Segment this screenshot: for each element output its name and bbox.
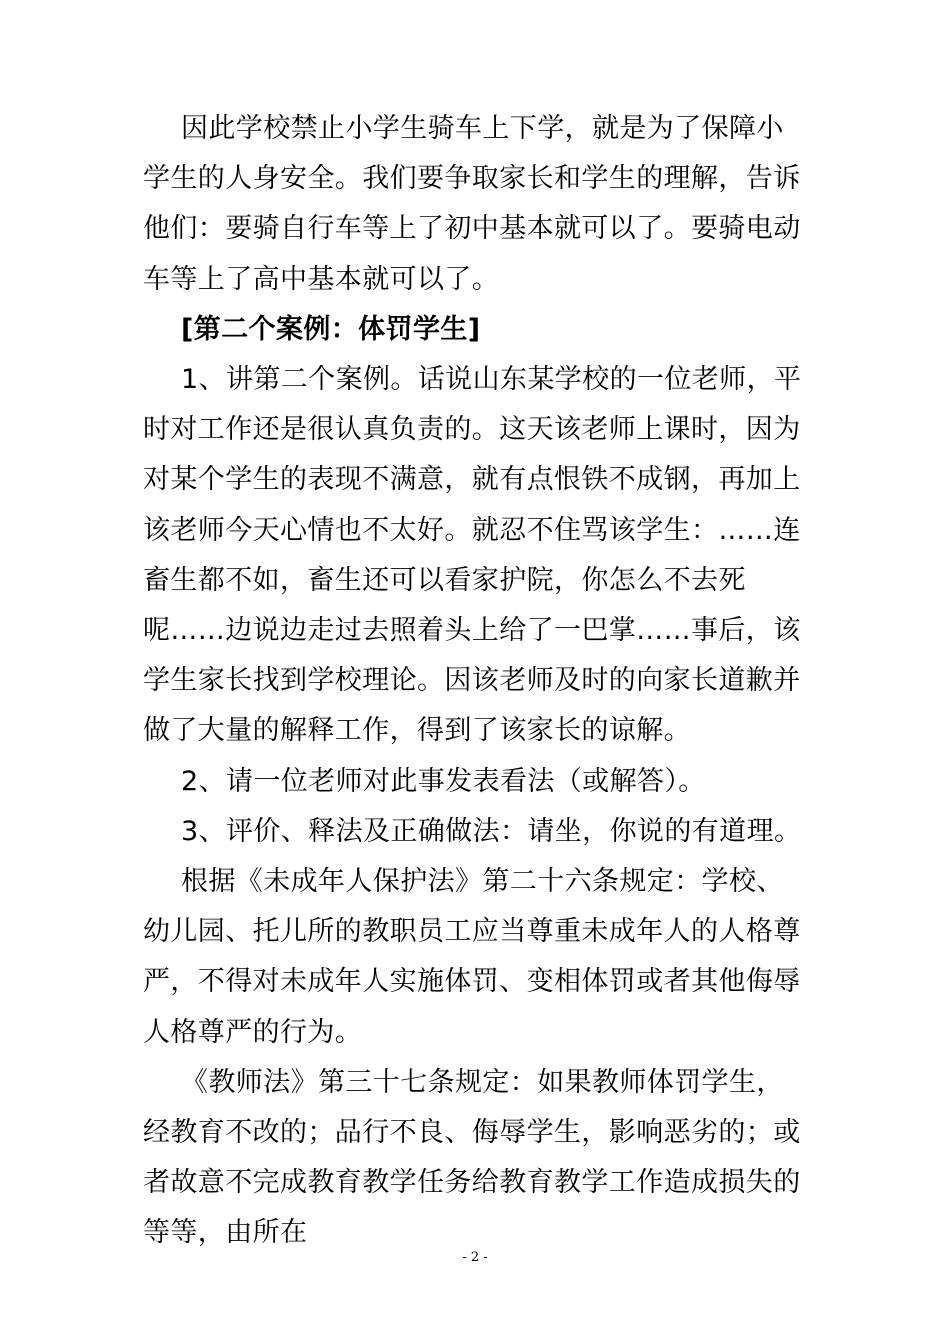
paragraph-teachers-law: 《教师法》第三十七条规定：如果教师体罚学生，经教育不改的；品行不良、侮辱学生，影响恶劣的；或者故意不完成教育教学任务给教育教学工作造成损失的等等，由所在 — [143, 1066, 801, 1249]
body-text — [143, 104, 811, 1259]
page-number: - 2 - — [462, 1250, 488, 1265]
paragraph-ask-opinion: 2、请一位老师对此事发表看法（或解答）。 — [181, 765, 706, 797]
paragraph-evaluation: 3、评价、释法及正确做法：请坐，你说的有道理。 — [181, 815, 802, 847]
paragraph-case-two-story: 1、讲第二个案例。话说山东某学校的一位老师，平时对工作还是很认真负责的。这天该老师上课时，因为对某个学生的表现不满意，就有点恨铁不成钢，再加上该老师今天心情也不太好。就忍不住骂该学生：……连畜生都不如，畜生还可以看家护院，你怎么不去死呢……边说边走过去照着头上给了一巴掌……事后，该学生家长找到学校理论。因该老师及时的向家长道歉并做了大量的解释工作，得到了该家长的谅解。 — [143, 364, 802, 747]
paragraph-minor-protection-law: 根据《未成年人保护法》第二十六条规定：学校、幼儿园、托儿所的教职员工应当尊重未成年人的人格尊严，不得对未成年人实施体罚、变相体罚或者其他侮辱人格尊严的行为。 — [143, 866, 801, 1048]
paragraph-safety-conclusion: 因此学校禁止小学生骑车上下学，就是为了保障小学生的人身安全。我们要争取家长和学生的理解，告诉他们：要骑自行车等上了初中基本就可以了。要骑电动车等上了高中基本就可以了。 — [143, 113, 801, 295]
case-two-heading: [第二个案例：体罚学生] — [181, 313, 481, 345]
